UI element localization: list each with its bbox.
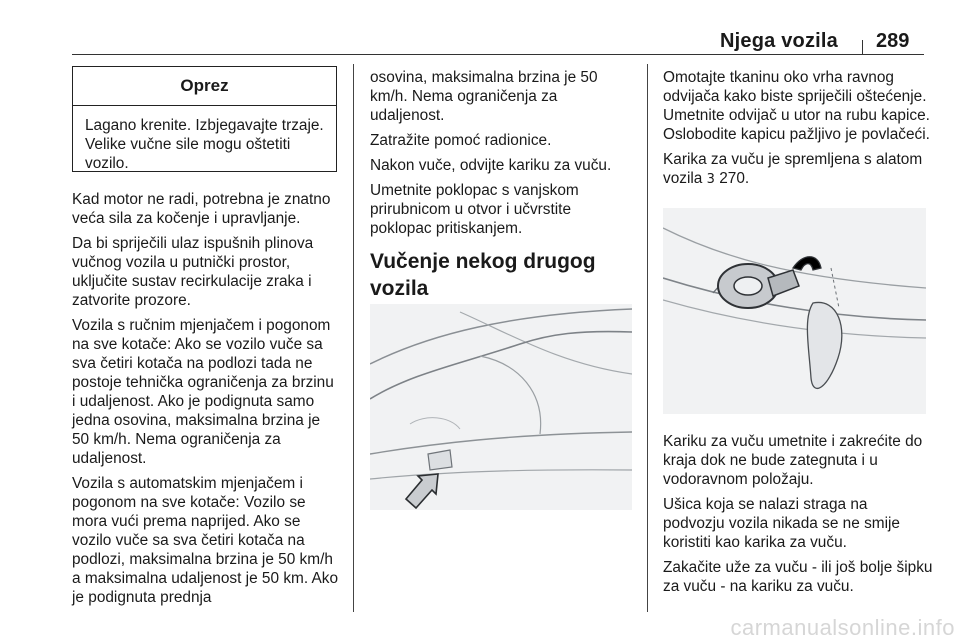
column-2 <box>370 68 635 312</box>
column-3-bottom <box>663 432 933 602</box>
paragraph-with-reference <box>663 150 931 189</box>
paragraph: Omotajte tkaninu oko vrha ravnog odvijača kako biste spriječili oštećenje. Umetnite odvijač u utor na rubu kapice. Oslobodite kapicu pažljivo je povlačeći. <box>663 69 930 143</box>
reference-page-link[interactable]: 270. <box>719 170 750 187</box>
paragraph: Ušica koja se nalazi straga na podvozju vozila nikada se ne smije koristiti kao karika za vuču. <box>663 496 900 551</box>
paragraph: Vozila s ručnim mjenjačem i pogonom na sve kotače: Ako se vozilo vuče sa sva četiri kotača na podlozi tada ne postoje tehnička ograničenja za brzinu i udaljenost. Ako je podignuta samo jedna osovina, maksimalna brzina je 50 km/h. Nema ograničenja za udaljenost. <box>72 317 334 467</box>
column-1 <box>72 190 340 613</box>
rear-bumper-drawing <box>370 304 632 510</box>
column-3-top <box>663 68 931 195</box>
paragraph: Umetnite poklopac s vanjskom prirubnicom u otvor i učvrstite poklopac pritiskanjem. <box>370 182 579 237</box>
caution-heading: Oprez <box>73 67 336 106</box>
watermark-text: carmanualsonline.info <box>730 615 955 640</box>
page-header-title: Njega vozila <box>720 30 838 52</box>
paragraph: Zatražite pomoć radionice. <box>370 132 552 149</box>
column-divider-right <box>647 64 648 612</box>
reference-text: Karika za vuču je spremljena s alatom vozila <box>663 151 923 187</box>
towing-eye-drawing <box>663 208 926 414</box>
paragraph: Nakon vuče, odvijte kariku za vuču. <box>370 157 612 174</box>
caution-text: Lagano krenite. Izbjegavajte trzaje. Velike vučne sile mogu oštetiti vozilo. <box>85 117 324 172</box>
paragraph: Zakačite uže za vuču - ili još bolje šipku za vuču - na kariku za vuču. <box>663 559 933 595</box>
column-divider-left <box>353 64 354 612</box>
section-heading: Vučenje nekog drugog vozila <box>370 250 596 300</box>
caution-box <box>72 66 337 172</box>
towing-eye-illustration <box>663 208 926 414</box>
paragraph: Da bi spriječili ulaz ispušnih plinova vučnog vozila u putnički prostor, uključite sustav recirkulacije zraka i zatvorite prozore. <box>72 235 314 309</box>
paragraph: Kariku za vuču umetnite i zakrećite do kraja dok ne bude zategnuta i u vodoravnom položaju. <box>663 433 923 488</box>
page-number: 289 <box>876 30 910 52</box>
paragraph: Kad motor ne radi, potrebna je znatno veća sila za kočenje i upravljanje. <box>72 191 331 227</box>
page-reference-icon: 3 <box>706 172 715 187</box>
paragraph: osovina, maksimalna brzina je 50 km/h. Nema ograničenja za udaljenost. <box>370 69 598 124</box>
rear-bumper-illustration <box>370 304 632 510</box>
header-rule-notch <box>862 40 863 54</box>
paragraph: Vozila s automatskim mjenjačem i pogonom na sve kotače: Vozilo se mora vući prema naprijed. Ako se vozilo vuče sa sva četiri kotača na podlozi, maksimalna brzina je 50 km/h a maksimalna udaljenost je 50 km. Ako je podignuta prednja <box>72 475 339 606</box>
header-rule <box>72 54 924 55</box>
